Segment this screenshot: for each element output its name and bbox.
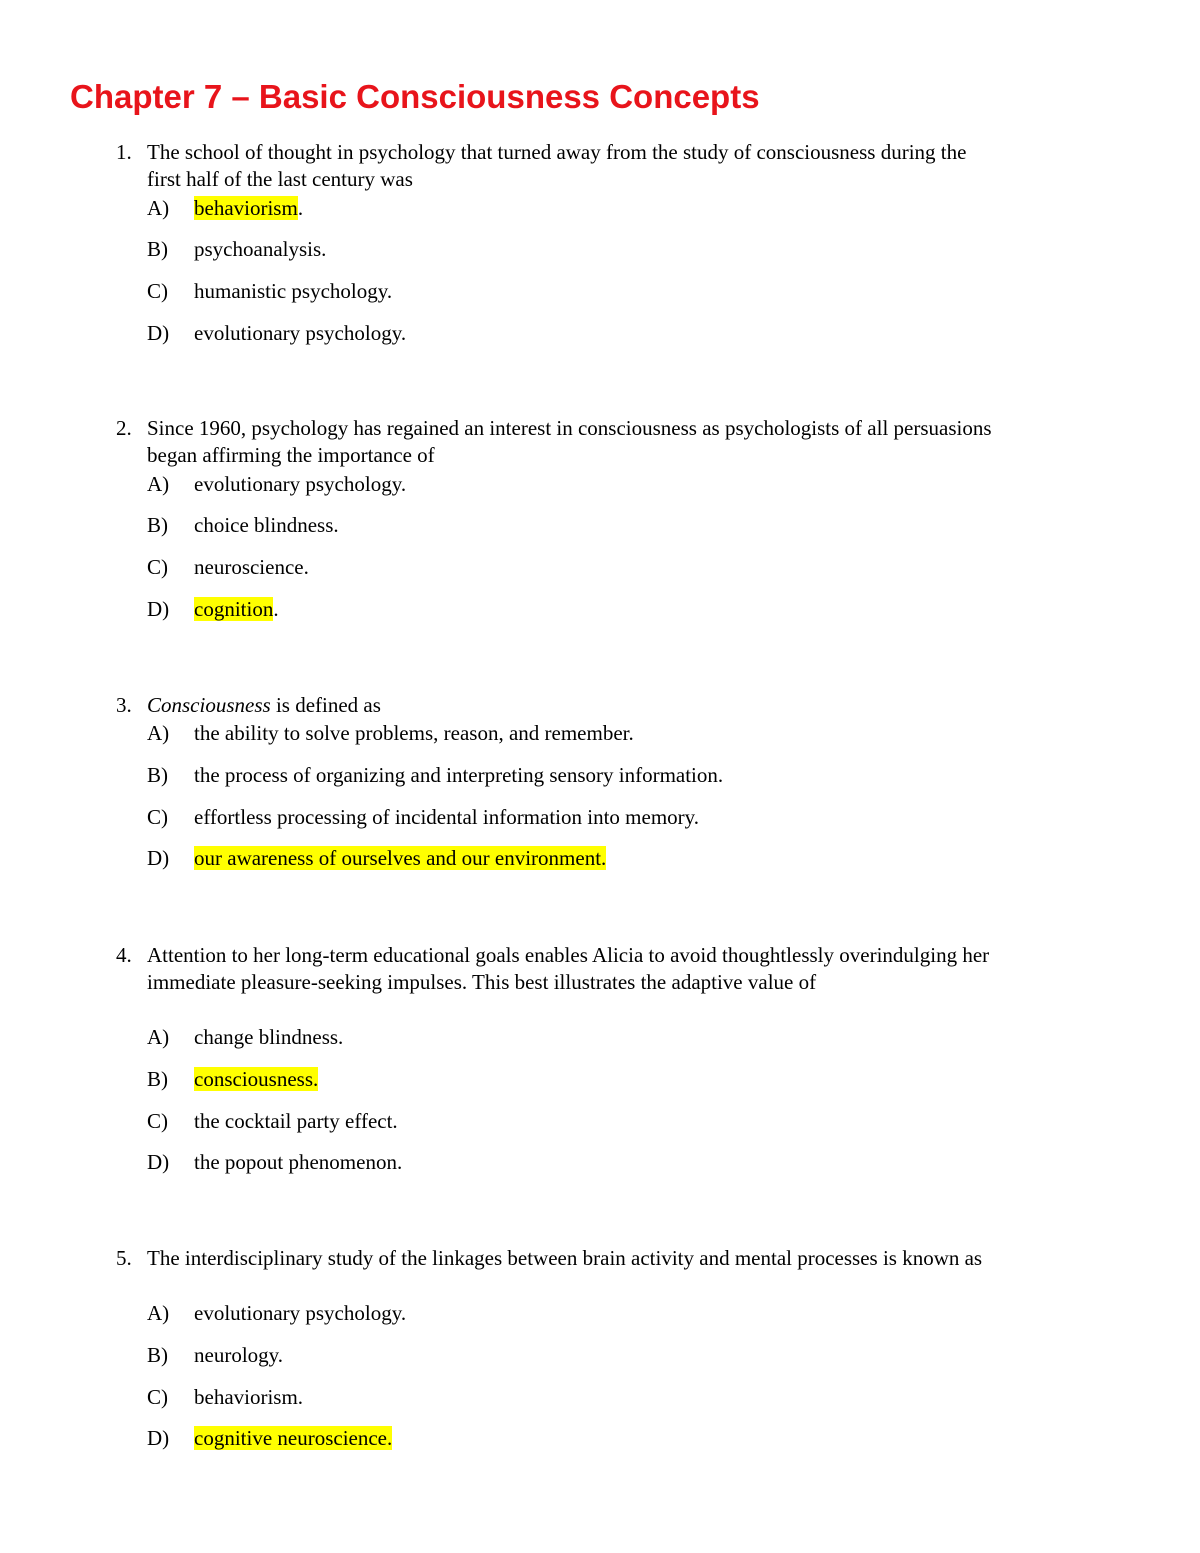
option-text: the popout phenomenon. (194, 1150, 403, 1174)
option-text-correct: behaviorism (194, 196, 298, 220)
option-letter: C) (147, 279, 168, 303)
option-letter: D) (147, 1150, 170, 1174)
option-letter: D) (147, 597, 170, 621)
option-letter: A) (147, 472, 170, 496)
option-text: evolutionary psychology. (194, 472, 407, 496)
option-letter: A) (147, 1301, 170, 1325)
option-letter: C) (147, 805, 168, 829)
question-number: 1. (116, 140, 132, 164)
question-stem: The school of thought in psychology that turned away from the study of consciousness during the first half of the last century was (147, 140, 967, 191)
option-text: change blindness. (194, 1025, 344, 1049)
option-letter: C) (147, 555, 168, 579)
page-title: Chapter 7 – Basic Consciousness Concepts (70, 78, 760, 115)
option-text: neurology. (194, 1343, 284, 1367)
option-text-correct: our awareness of ourselves and our environment. (194, 846, 607, 870)
option-text: humanistic psychology. (194, 279, 393, 303)
option-text: the cocktail party effect. (194, 1109, 398, 1133)
question-stem: Attention to her long-term educational goals enables Alicia to avoid thoughtlessly overindulging her immediate pleasure-seeking impulses. This best illustrates the adaptive value of (147, 943, 990, 994)
option-text: behaviorism. (194, 1385, 304, 1409)
option-text: evolutionary psychology. (194, 1301, 407, 1325)
option-suffix: . (297, 196, 304, 220)
option-letter: A) (147, 1025, 170, 1049)
question-number: 3. (116, 693, 132, 717)
option-text: effortless processing of incidental information into memory. (194, 805, 700, 829)
question-number: 5. (116, 1246, 132, 1270)
option-letter: D) (147, 846, 170, 870)
question-number: 4. (116, 943, 132, 967)
option-letter: B) (147, 237, 168, 261)
question-stem: The interdisciplinary study of the linkages between brain activity and mental processes is known as (147, 1246, 983, 1270)
option-text: choice blindness. (194, 513, 339, 537)
option-letter: C) (147, 1385, 168, 1409)
option-text-correct: cognition (194, 597, 274, 621)
option-letter: B) (147, 1343, 168, 1367)
option-text-correct: cognitive neuroscience. (194, 1426, 393, 1450)
option-letter: A) (147, 721, 170, 745)
option-letter: D) (147, 1426, 170, 1450)
question-stem (147, 692, 997, 719)
option-letter: C) (147, 1109, 168, 1133)
option-text: evolutionary psychology. (194, 321, 407, 345)
option-suffix: . (273, 597, 279, 621)
option-letter: B) (147, 1067, 168, 1091)
option-letter: D) (147, 321, 170, 345)
option-letter: B) (147, 513, 168, 537)
stem-emphasis: Consciousness (147, 693, 271, 717)
option-text-correct: consciousness. (194, 1067, 319, 1091)
stem-text: is defined as (270, 693, 381, 717)
question-number: 2. (116, 416, 132, 440)
option-text: neuroscience. (194, 555, 309, 579)
option-text: the process of organizing and interpreting sensory information. (194, 763, 724, 787)
option-letter: A) (147, 196, 170, 220)
question-stem: Since 1960, psychology has regained an interest in consciousness as psychologists of all persuasions began affirming the importance of (147, 416, 992, 467)
option-letter: B) (147, 763, 168, 787)
option-text: the ability to solve problems, reason, and remember. (194, 721, 634, 745)
option-text: psychoanalysis. (194, 237, 327, 261)
